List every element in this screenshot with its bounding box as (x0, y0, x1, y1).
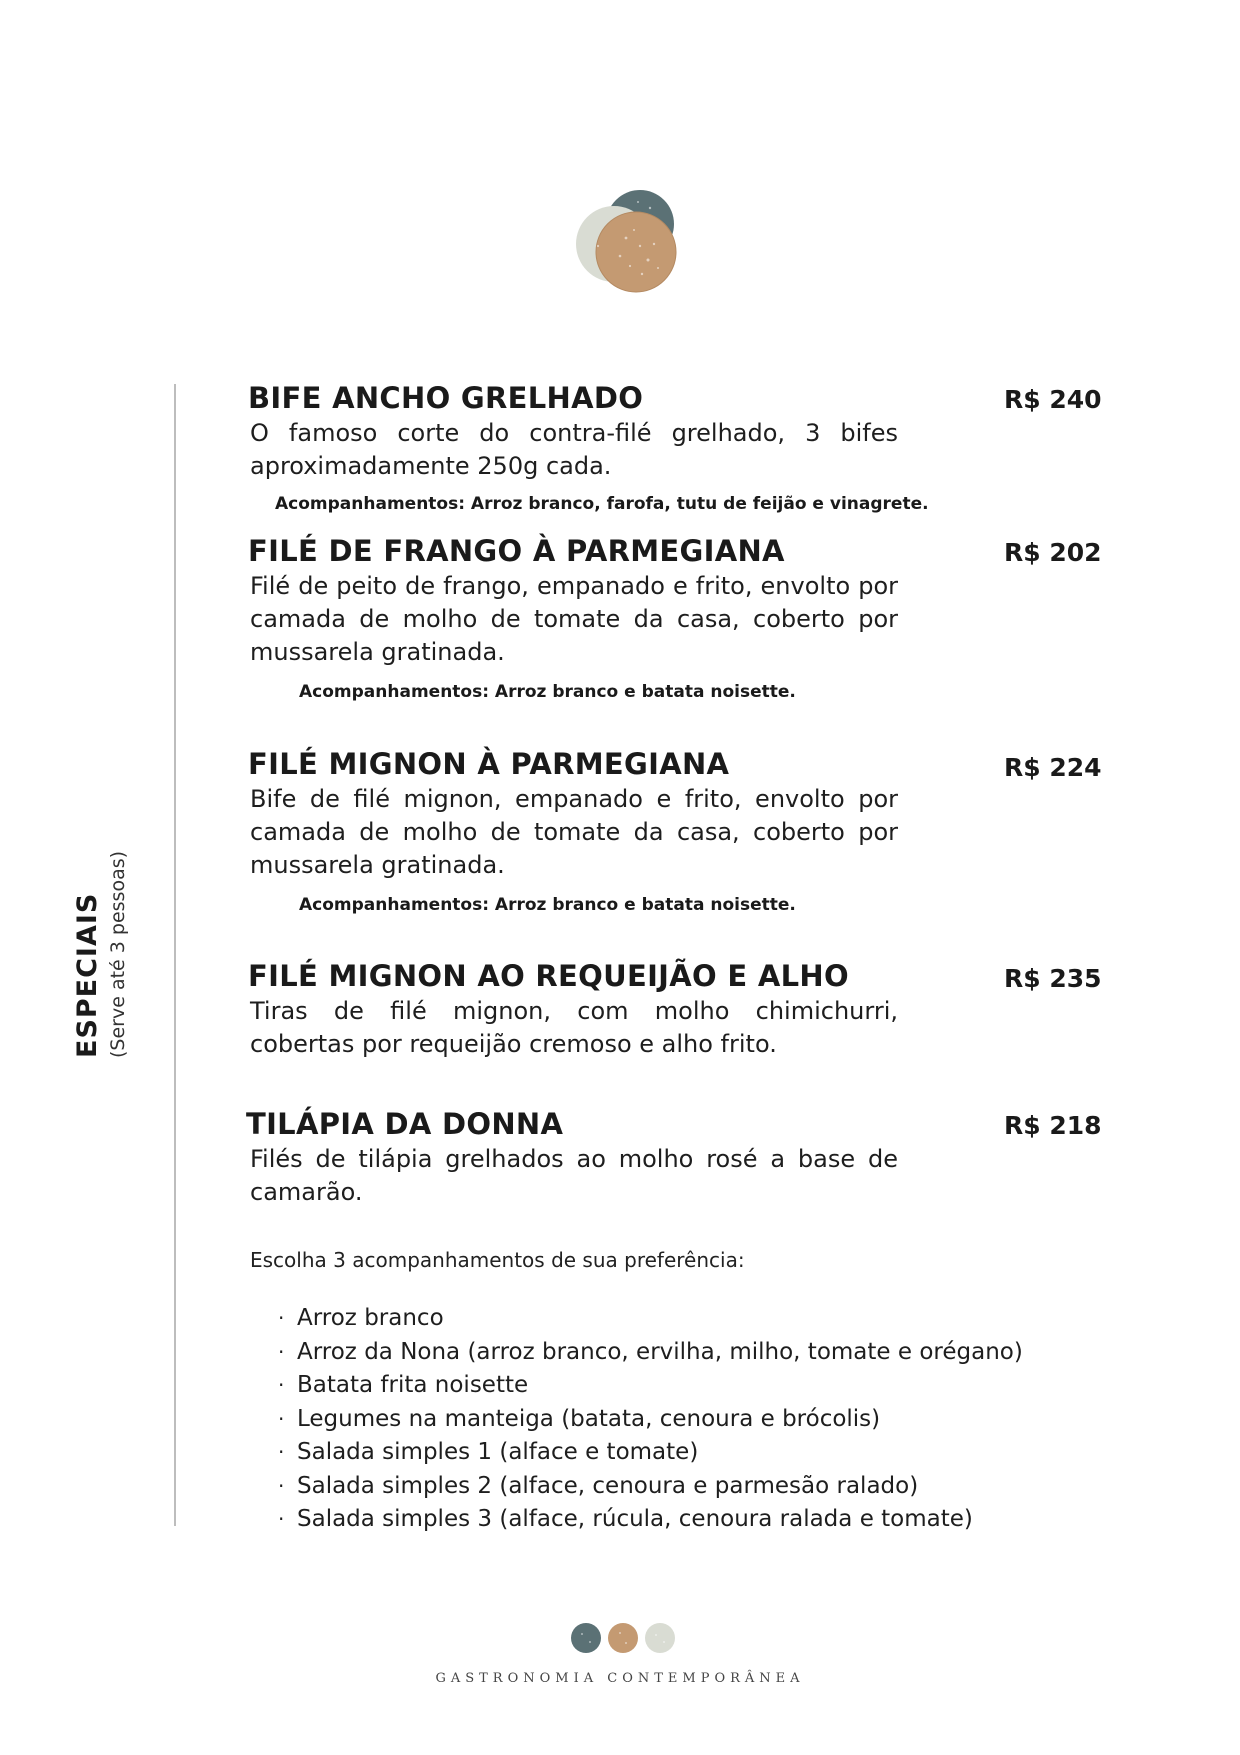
section-label (71, 818, 131, 1058)
section-title: ESPECIAIS (72, 892, 103, 1058)
list-item (278, 1436, 1023, 1470)
bullet-icon: · (278, 1339, 285, 1364)
option-label: Batata frita noisette (297, 1372, 529, 1398)
dish-price: R$ 224 (1004, 753, 1102, 782)
sides-options-list (278, 1302, 1023, 1537)
dish-description: Tiras de filé mignon, com molho chimichurri, cobertas por requeijão cremoso e alho frito. (250, 997, 898, 1058)
bullet-icon: · (278, 1473, 285, 1498)
dish-description: Filés de tilápia grelhados ao molho rosé a base de camarão. (250, 1145, 898, 1206)
option-label: Arroz branco (297, 1305, 444, 1331)
dish-price: R$ 235 (1004, 964, 1102, 993)
bullet-icon: · (278, 1440, 285, 1464)
dish-name: FILÉ DE FRANGO À PARMEGIANA (248, 534, 785, 568)
bullet-icon: · (278, 1373, 285, 1397)
list-item (278, 1470, 1023, 1504)
brand-tagline: GASTRONOMIA CONTEMPORÂNEA (435, 1671, 805, 1686)
dish-description: Filé de peito de frango, empanado e frito, envolto por camada de molho de tomate da casa, coberto por mussarela gratinada. (250, 572, 898, 666)
list-item (278, 1369, 1023, 1403)
dish-sides: Acompanhamentos: Arroz branco e batata noisette. (299, 895, 796, 915)
brand-dots-icon (568, 1620, 678, 1656)
section-divider-line (174, 384, 176, 1526)
list-item (278, 1503, 1023, 1537)
bullet-icon: · (278, 1406, 285, 1431)
bullet-icon: · (278, 1306, 285, 1330)
dish-name: BIFE ANCHO GRELHADO (248, 381, 644, 415)
dish-description: O famoso corte do contra-filé grelhado, 3 bifes aproximadamente 250g cada. (250, 419, 898, 480)
restaurant-logo-icon (568, 186, 688, 296)
dish-name: TILÁPIA DA DONNA (246, 1107, 564, 1141)
dish-sides: Acompanhamentos: Arroz branco, farofa, tutu de feijão e vinagrete. (275, 494, 929, 514)
sides-instruction: Escolha 3 acompanhamentos de sua preferência: (250, 1248, 745, 1272)
section-subtitle: (Serve até 3 pessoas) (107, 850, 129, 1058)
dish-sides: Acompanhamentos: Arroz branco e batata noisette. (299, 682, 796, 702)
dish-price: R$ 218 (1004, 1111, 1102, 1140)
option-label: Legumes na manteiga (batata, cenoura e brócolis) (297, 1405, 881, 1432)
dish-name: FILÉ MIGNON AO REQUEIJÃO E ALHO (248, 959, 849, 993)
option-label: Salada simples 2 (alface, cenoura e parmesão ralado) (297, 1472, 919, 1499)
option-label: Salada simples 3 (alface, rúcula, cenoura ralada e tomate) (297, 1506, 973, 1532)
list-item (278, 1302, 1023, 1336)
dish-name: FILÉ MIGNON À PARMEGIANA (248, 747, 730, 781)
option-label: Arroz da Nona (arroz branco, ervilha, milho, tomate e orégano) (297, 1338, 1023, 1365)
dish-price: R$ 240 (1004, 385, 1102, 414)
option-label: Salada simples 1 (alface e tomate) (297, 1439, 699, 1465)
dish-description: Bife de filé mignon, empanado e frito, envolto por camada de molho de tomate da casa, coberto por mussarela gratinada. (250, 785, 898, 879)
list-item (278, 1336, 1023, 1370)
bullet-icon: · (278, 1507, 285, 1531)
dish-price: R$ 202 (1004, 538, 1102, 567)
list-item (278, 1403, 1023, 1437)
